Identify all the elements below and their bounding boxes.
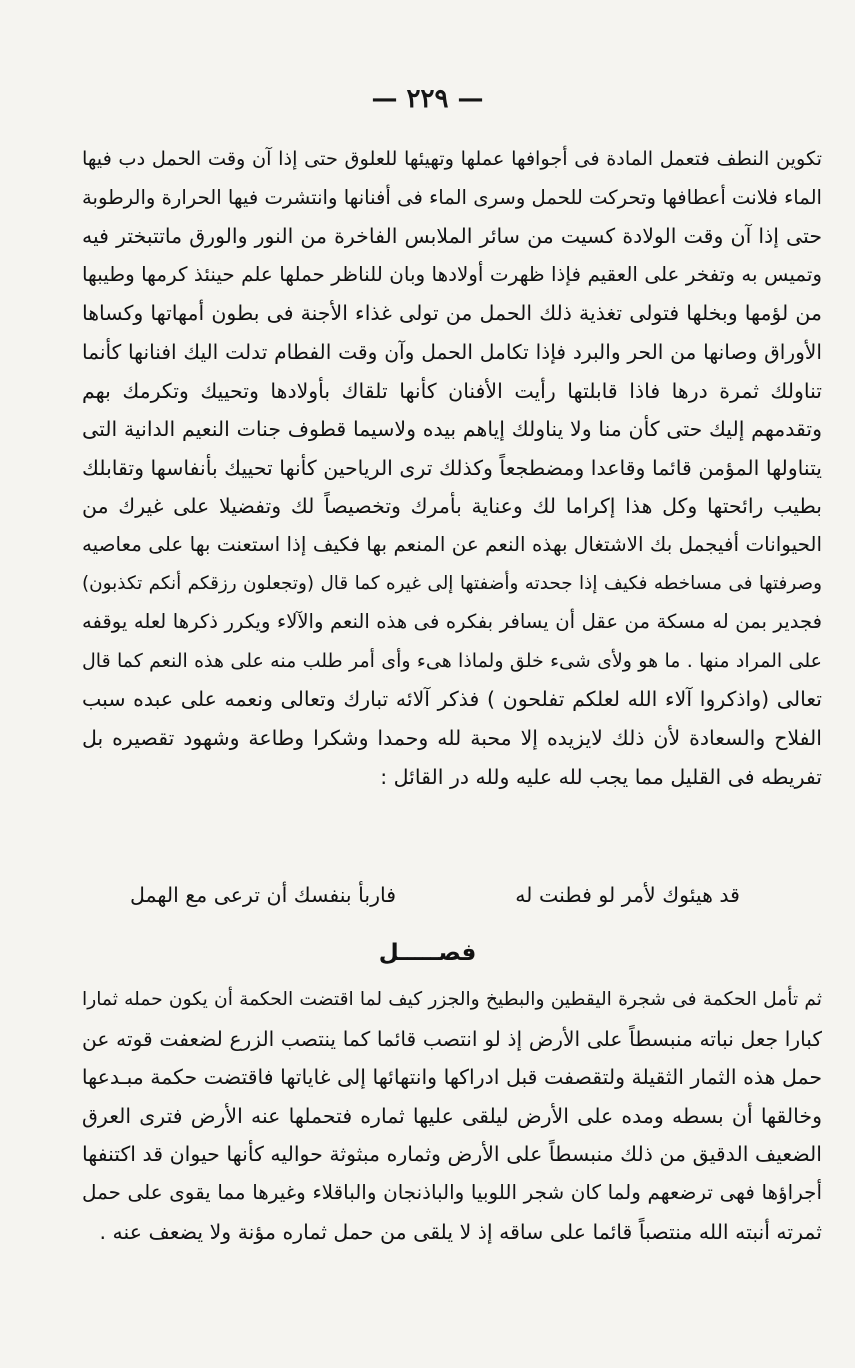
text-line: تعالى (واذكروا آلاء الله لعلكم تفلحون ) فذكر آلائه تبارك وتعالى ونعمه على عبده سبب <box>82 687 822 712</box>
text-line: الفلاح والسعادة لأن ذلك لايزيده إلا محبة لله وحمدا وشكرا وطاعة وشهود تقصيره بل <box>82 725 822 750</box>
text-line: تكوين النطف فتعمل المادة فى أجوافها عملها وتهيئها للعلوق حتى إذا آن وقت الحمل دب فيها <box>82 147 822 170</box>
text-line: الحيوانات أفيجمل بك الاشتغال بهذه النعم عن المنعم بها فكيف إذا استعنت بها على معاصيه <box>82 532 822 556</box>
paragraph-2 <box>82 981 822 1251</box>
text-line: حتى إذا آن وقت الولادة كسيت من سائر الملابس الفاخرة من النور والورق ماتتبختر فيه <box>82 224 822 249</box>
text-line: تناولك ثمرة درها فاذا قابلتها رأيت الأفنان كأنها تلقاك بأولادها وتحييك وتكرمك بهم <box>82 378 822 403</box>
text-line: وصرفتها فى مساخطه فكيف إذا جحدته وأضفتها إلى غيره كما قال (وتجعلون رزقكم أنكم تكذبون) <box>82 572 822 594</box>
text-line: حمل هذه الثمار الثقيلة ولتقصفت قبل ادراكها وانتهائها إلى غاياتها فاقتضت حكمة مبـدعها <box>82 1065 822 1090</box>
text-line: ثمرته أنبته الله منتصباً قائما على ساقه إذ لا يلقى من حمل ثماره مؤنة ولا يضعف عنه . <box>99 1219 822 1244</box>
poetry-verse <box>130 873 740 917</box>
text-line: بطيب رائحتها وكل هذا إكراما لك وعناية بأمرك وتخصيصاً لك وتفضيلا على غيرك من <box>82 494 822 519</box>
text-line: وخالقها أن بسطه ومده على الأرض ليلقى عليها ثماره فتحملها عنه الأرض فترى العرق <box>82 1103 822 1128</box>
text-line: كبارا جعل نباته منبسطاً على الأرض إذ لو انتصب قائما كما ينتصب الزرع لضعفت قوته عن <box>82 1026 822 1051</box>
section-heading: فصـــــل <box>378 940 477 966</box>
text-line: الأوراق وصانها من الحر والبرد فإذا تكامل الحمل وآن وقت الفطام تدلت اليك افنانها كأنما <box>82 339 822 364</box>
verse-second-hemistich: فاربأ بنفسك أن ترعى مع الهمل <box>130 883 397 907</box>
text-line: تفريطه فى القليل مما يجب لله عليه ولله در القائل : <box>380 764 822 789</box>
text-line: من لؤمها وبخلها فتولى تغذية ذلك الحمل من تولى غذاء الأجنة فى بطون أمهاتها وكساها <box>82 301 822 326</box>
paragraph-1 <box>82 140 822 796</box>
text-line: ثم تأمل الحكمة فى شجرة اليقطين والبطيخ والجزر كيف لما اقتضت الحكمة أن يكون حمله ثمارا <box>82 989 822 1010</box>
text-line: يتناولها المؤمن قائما وقاعدا ومضطجعاً وكذلك ترى الرياحين كأنها تحييك بأنفاسها وتقابلك <box>82 455 822 480</box>
text-line: وتقدمهم إليك حتى كأن منا ولا يناولك إياهم بيده ولاسيما قطوف جنات النعيم الدانية التى <box>82 417 822 442</box>
text-line: فجدير بمن له مسكة من عقل أن يسافر بفكره فى هذه النعم والآلاء ويكرر ذكرها لعله يوقفه <box>82 610 822 634</box>
verse-first-hemistich: قد هيئوك لأمر لو فطنت له <box>515 883 740 907</box>
text-line: الضعيف الدقيق من ذلك منبسطاً على الأرض وثماره مبثوثة حواليه كأنها حيوان قد اكتنفها <box>82 1142 822 1167</box>
text-line: الماء فلانت أعطافها وتحركت للحمل وسرى الماء فى أفنانها وانتشرت فيها الحرارة والرطوبة <box>82 185 822 209</box>
text-line: على المراد منها . ما هو ولأى شىء خلق ولماذا هىء وأى أمر طلب منه على هذه النعم كما قال <box>82 649 822 672</box>
page-number: — ٢٢٩ — <box>371 84 484 114</box>
text-line: أجراؤها فهى ترضعهم ولما كان شجر اللوبيا والباذنجان والباقلاء وغيرها مما يقوى على حمل <box>82 1180 822 1204</box>
text-line: وتميس به وتفخر على العقيم فإذا ظهرت أولادها وبان للناظر حملها علم حينئذ كرمها وطيبها <box>82 262 822 286</box>
